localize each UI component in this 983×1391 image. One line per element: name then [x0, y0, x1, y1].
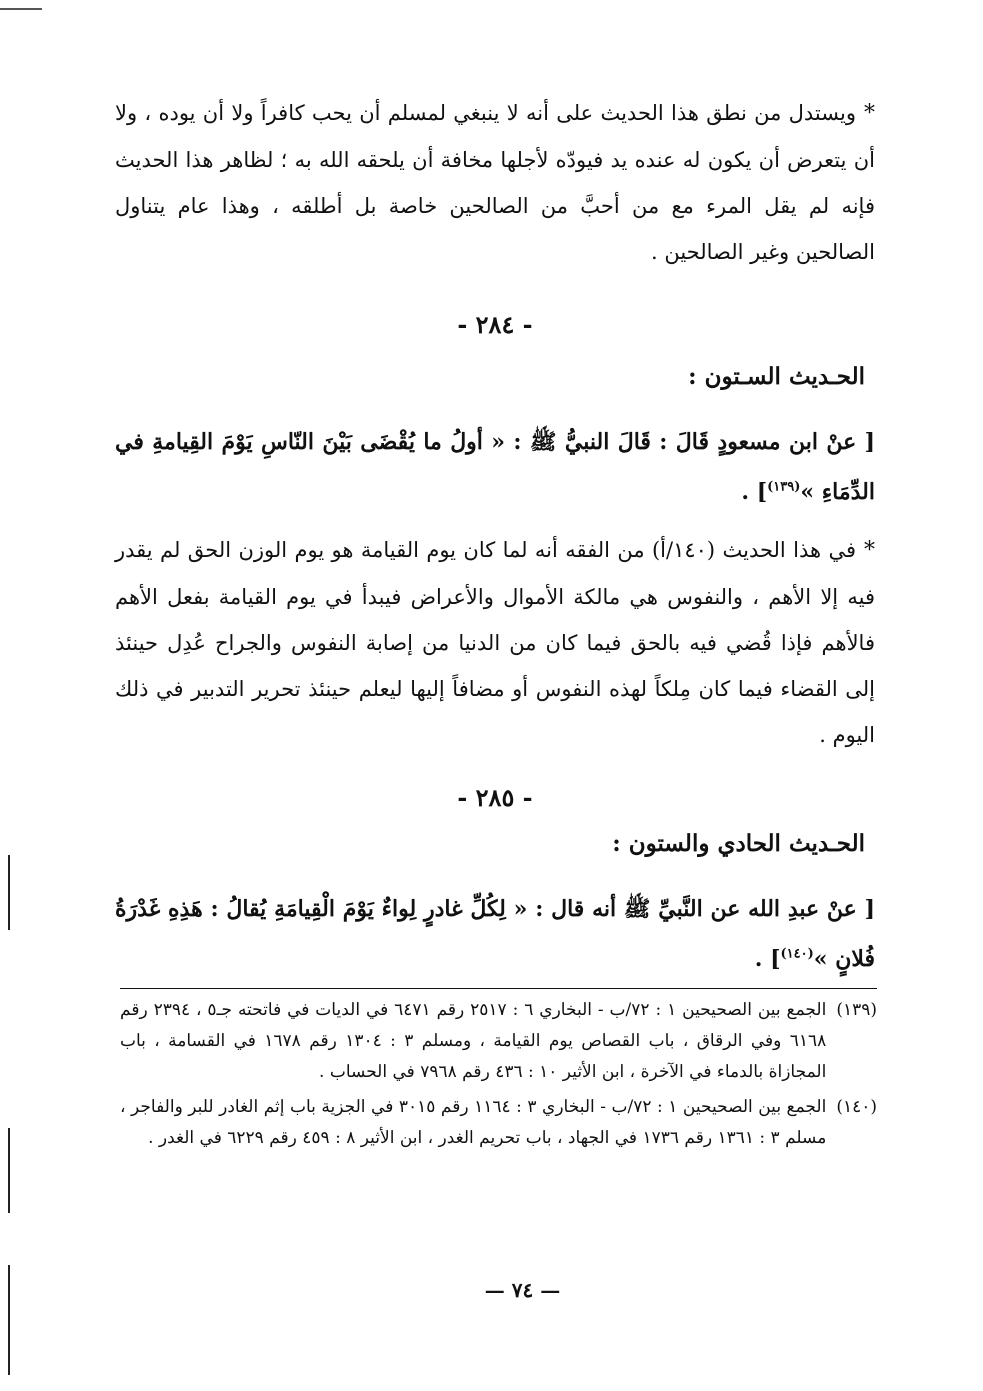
footnote-number: (١٤٠) [836, 1097, 877, 1117]
footnote-ref[interactable]: (١٤٠) [780, 946, 814, 962]
footnote-139 [120, 995, 877, 1088]
scan-artifact-top [0, 8, 42, 10]
page-body [115, 90, 875, 984]
paragraph-marker: * [864, 538, 875, 563]
hadith-closing: ] . [741, 479, 768, 505]
commentary-paragraph-1 [115, 90, 875, 275]
footnote-number: (١٣٩) [836, 1000, 877, 1020]
footnote-text: الجمع بين الصحيحين ١ : ٧٢/ب - البخاري ٣ : ١١٦٤ رقم ٣٠١٥ في الجزية باب إثم الغادر للبر والفاجر ، مسلم ٣ : ١٣٦١ رقم ١٧٣٦ في الجهاد ، باب تحريم الغدر ، ابن الأثير ٨ : ٤٥٩ رقم ٦٢٢٩ في الغدر . [120, 1097, 827, 1148]
scan-artifact-left-2 [8, 1128, 10, 1213]
footnotes-section [120, 988, 877, 1158]
footnote-140 [120, 1092, 877, 1154]
hadith-text-1 [115, 417, 875, 517]
section-heading-sixtieth: الحـديث السـتون : [688, 363, 865, 390]
commentary-paragraph-2 [115, 527, 875, 758]
commentary-text: ويستدل من نطق هذا الحديث على أنه لا ينبغي لمسلم أن يحب كافراً ولا أن يوده ، ولا أن يتعرض أن يكون له عنده يد فيودّه لأجلها مخافة أن يلحقه الله به ؛ لظاهر هذا الحديث فإنه لم يقل المرء مع من أحبَّ من الصالحين خاصة بل أطلقه ، وهذا عام يتناول الصالحين وغير الصالحين . [115, 101, 875, 264]
section-heading-sixty-first: الحـديث الحادي والستون : [612, 830, 865, 857]
hadith-body: [ عنْ ابن مسعودٍ قَالَ : قَالَ النبيُّ ﷺ : « أولُ ما يُقْضَى بَيْنَ النّاسِ يَوْمَ القِيامةِ في الدِّمَاءِ » [115, 429, 875, 505]
hadith-body: [ عنْ عبدِ الله عن النَّبيِّ ﷺ أنه قال : « لِكُلِّ غادرٍ لِواءٌ يَوْمَ الْقِيامَةِ يُقالُ : هَذِهِ غَدْرَةُ فُلانٍ » [115, 896, 875, 972]
hadith-closing: ] . [754, 946, 781, 972]
hadith-separator-285: - ٢٨٥ - [457, 783, 533, 812]
footnote-text: الجمع بين الصحيحين ١ : ٧٢/ب - البخاري ٦ : ٢٥١٧ رقم ٦٤٧١ في الديات في فاتحته جـ٥ ، ٢٣٩٤ رقم ٦١٦٨ وفي الرقاق ، باب القصاص يوم القيامة ، ومسلم ٣ : ١٣٠٤ رقم ١٦٧٨ في القسامة ، باب المجازاة بالدماء في الآخرة ، ابن الأثير ١٠ : ٤٣٦ رقم ٧٩٦٨ في الحساب . [120, 1000, 827, 1082]
commentary-text: في هذا الحديث (١٤٠/أ) من الفقه أنه لما كان يوم القيامة هو يوم الوزن الحق لم يقدر فيه إلا الأهم ، والنفوس هي مالكة الأموال والأعراض فيبدأ في يوم القيامة بفعل الأهم فالأهم فإذا قُضي فيه بالحق فيما كان من الدنيا من إصابة النفوس والجراح عُدِل حينئذ إلى القضاء فيما كان مِلكاً لهذه النفوس أو مضافاً إليها ليعلم حينئذ تحرير التدبير في ذلك اليوم . [115, 538, 875, 747]
footnote-ref[interactable]: (١٣٩) [767, 479, 801, 495]
hadith-separator-284: - ٢٨٤ - [457, 310, 533, 339]
paragraph-marker: * [864, 101, 875, 126]
hadith-text-2 [115, 884, 875, 984]
page-number: — ٧٤ — [484, 1278, 561, 1302]
scan-artifact-left-1 [8, 855, 10, 930]
